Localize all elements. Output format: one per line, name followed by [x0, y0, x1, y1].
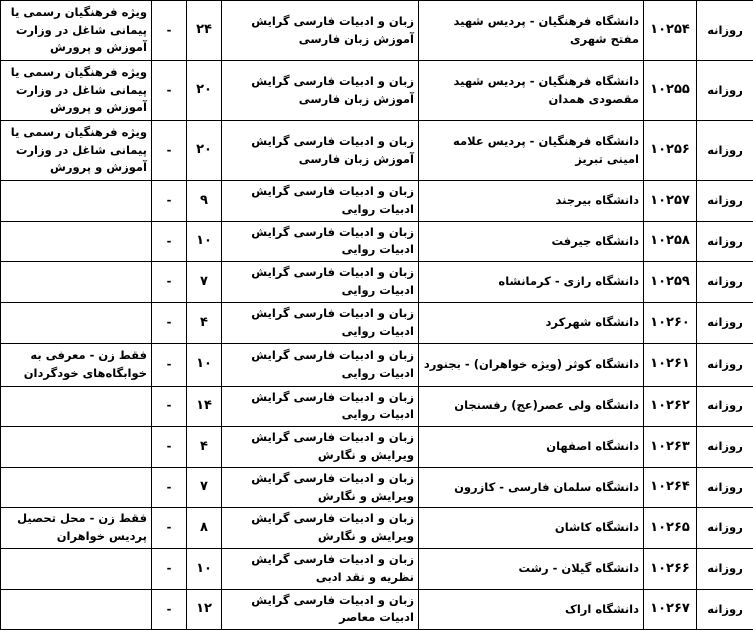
course-type: روزانه [697, 427, 753, 468]
field-name: زبان و ادبیات فارسی گرایش ادبیات روایی [222, 262, 419, 303]
capacity: ۲۴ [187, 1, 222, 61]
program-code: ۱۰۲۶۷ [644, 589, 697, 630]
program-code: ۱۰۲۶۲ [644, 386, 697, 427]
table-row [1, 1, 753, 61]
dash-cell: - [152, 262, 187, 303]
dash-cell: - [152, 343, 187, 386]
table-row [1, 302, 753, 343]
field-name: زبان و ادبیات فارسی گرایش ادبیات روایی [222, 386, 419, 427]
capacity: ۱۴ [187, 386, 222, 427]
table-row [1, 386, 753, 427]
program-code: ۱۰۲۵۶ [644, 121, 697, 181]
program-code: ۱۰۲۵۵ [644, 61, 697, 121]
note: فقط زن - محل تحصیل پردیس خواهران [1, 508, 152, 549]
program-code: ۱۰۲۶۱ [644, 343, 697, 386]
capacity: ۱۰ [187, 343, 222, 386]
dash-cell: - [152, 121, 187, 181]
table-row [1, 467, 753, 508]
field-name: زبان و ادبیات فارسی گرایش آموزش زبان فارسی [222, 121, 419, 181]
table-row [1, 508, 753, 549]
table-body [1, 1, 753, 630]
program-code: ۱۰۲۵۷ [644, 181, 697, 222]
note [1, 549, 152, 590]
table-row [1, 181, 753, 222]
dash-cell: - [152, 302, 187, 343]
program-code: ۱۰۲۶۴ [644, 467, 697, 508]
dash-cell: - [152, 181, 187, 222]
table-row [1, 343, 753, 386]
field-name: زبان و ادبیات فارسی گرایش ادبیات روایی [222, 302, 419, 343]
field-name: زبان و ادبیات فارسی گرایش آموزش زبان فارسی [222, 1, 419, 61]
capacity: ۲۰ [187, 121, 222, 181]
university-name: دانشگاه بیرجند [419, 181, 644, 222]
dash-cell: - [152, 467, 187, 508]
table-row [1, 61, 753, 121]
university-name: دانشگاه کوثر (ویژه خواهران) - بجنورد [419, 343, 644, 386]
capacity: ۷ [187, 467, 222, 508]
university-name: دانشگاه فرهنگیان - پردیس علامه امینی تبریز [419, 121, 644, 181]
university-name: دانشگاه ولی عصر(عج) رفسنجان [419, 386, 644, 427]
course-type: روزانه [697, 467, 753, 508]
university-name: دانشگاه رازی - کرمانشاه [419, 262, 644, 303]
university-name: دانشگاه سلمان فارسی - کازرون [419, 467, 644, 508]
table-row [1, 262, 753, 303]
field-name: زبان و ادبیات فارسی گرایش ادبیات معاصر [222, 589, 419, 630]
course-type: روزانه [697, 549, 753, 590]
university-name: دانشگاه گیلان - رشت [419, 549, 644, 590]
dash-cell: - [152, 427, 187, 468]
note: ویژه فرهنگیان رسمی یا پیمانی شاغل در وزارت آموزش و پرورش [1, 61, 152, 121]
course-type: روزانه [697, 221, 753, 262]
course-type: روزانه [697, 181, 753, 222]
note [1, 427, 152, 468]
course-type: روزانه [697, 343, 753, 386]
capacity: ۹ [187, 181, 222, 222]
course-type: روزانه [697, 121, 753, 181]
table-row [1, 427, 753, 468]
dash-cell: - [152, 549, 187, 590]
table-row [1, 589, 753, 630]
university-name: دانشگاه اراک [419, 589, 644, 630]
field-name: زبان و ادبیات فارسی گرایش ادبیات روایی [222, 221, 419, 262]
program-code: ۱۰۲۶۶ [644, 549, 697, 590]
program-code: ۱۰۲۶۳ [644, 427, 697, 468]
note [1, 589, 152, 630]
field-name: زبان و ادبیات فارسی گرایش ویرایش و نگارش [222, 467, 419, 508]
university-name: دانشگاه کاشان [419, 508, 644, 549]
capacity: ۱۰ [187, 549, 222, 590]
capacity: ۷ [187, 262, 222, 303]
note [1, 386, 152, 427]
university-name: دانشگاه شهرکرد [419, 302, 644, 343]
field-name: زبان و ادبیات فارسی گرایش ادبیات روایی [222, 181, 419, 222]
field-name: زبان و ادبیات فارسی گرایش آموزش زبان فارسی [222, 61, 419, 121]
field-name: زبان و ادبیات فارسی گرایش ویرایش و نگارش [222, 427, 419, 468]
note [1, 221, 152, 262]
program-code: ۱۰۲۶۰ [644, 302, 697, 343]
course-type: روزانه [697, 386, 753, 427]
program-code: ۱۰۲۵۸ [644, 221, 697, 262]
course-type: روزانه [697, 302, 753, 343]
course-type: روزانه [697, 589, 753, 630]
program-code: ۱۰۲۵۹ [644, 262, 697, 303]
capacity: ۱۲ [187, 589, 222, 630]
capacity: ۲۰ [187, 61, 222, 121]
field-name: زبان و ادبیات فارسی گرایش ادبیات روایی [222, 343, 419, 386]
dash-cell: - [152, 508, 187, 549]
dash-cell: - [152, 386, 187, 427]
program-code: ۱۰۲۵۴ [644, 1, 697, 61]
course-type: روزانه [697, 508, 753, 549]
course-type: روزانه [697, 262, 753, 303]
note: ویژه فرهنگیان رسمی یا پیمانی شاغل در وزارت آموزش و پرورش [1, 1, 152, 61]
course-type: روزانه [697, 1, 753, 61]
dash-cell: - [152, 1, 187, 61]
dash-cell: - [152, 589, 187, 630]
capacity: ۱۰ [187, 221, 222, 262]
note: فقط زن - معرفی به خوابگاه‌های خودگردان [1, 343, 152, 386]
note [1, 467, 152, 508]
university-name: دانشگاه فرهنگیان - پردیس شهید مقصودی همدان [419, 61, 644, 121]
university-name: دانشگاه اصفهان [419, 427, 644, 468]
capacity: ۸ [187, 508, 222, 549]
field-name: زبان و ادبیات فارسی گرایش ویرایش و نگارش [222, 508, 419, 549]
university-name: دانشگاه فرهنگیان - پردیس شهید مفتح شهری [419, 1, 644, 61]
capacity: ۴ [187, 302, 222, 343]
university-name: دانشگاه جیرفت [419, 221, 644, 262]
course-type: روزانه [697, 61, 753, 121]
table-row [1, 221, 753, 262]
note [1, 262, 152, 303]
dash-cell: - [152, 221, 187, 262]
program-code: ۱۰۲۶۵ [644, 508, 697, 549]
note [1, 302, 152, 343]
table-row [1, 549, 753, 590]
table-row [1, 121, 753, 181]
capacity: ۴ [187, 427, 222, 468]
note: ویژه فرهنگیان رسمی یا پیمانی شاغل در وزارت آموزش و پرورش [1, 121, 152, 181]
field-name: زبان و ادبیات فارسی گرایش نظریه و نقد ادبی [222, 549, 419, 590]
dash-cell: - [152, 61, 187, 121]
note [1, 181, 152, 222]
